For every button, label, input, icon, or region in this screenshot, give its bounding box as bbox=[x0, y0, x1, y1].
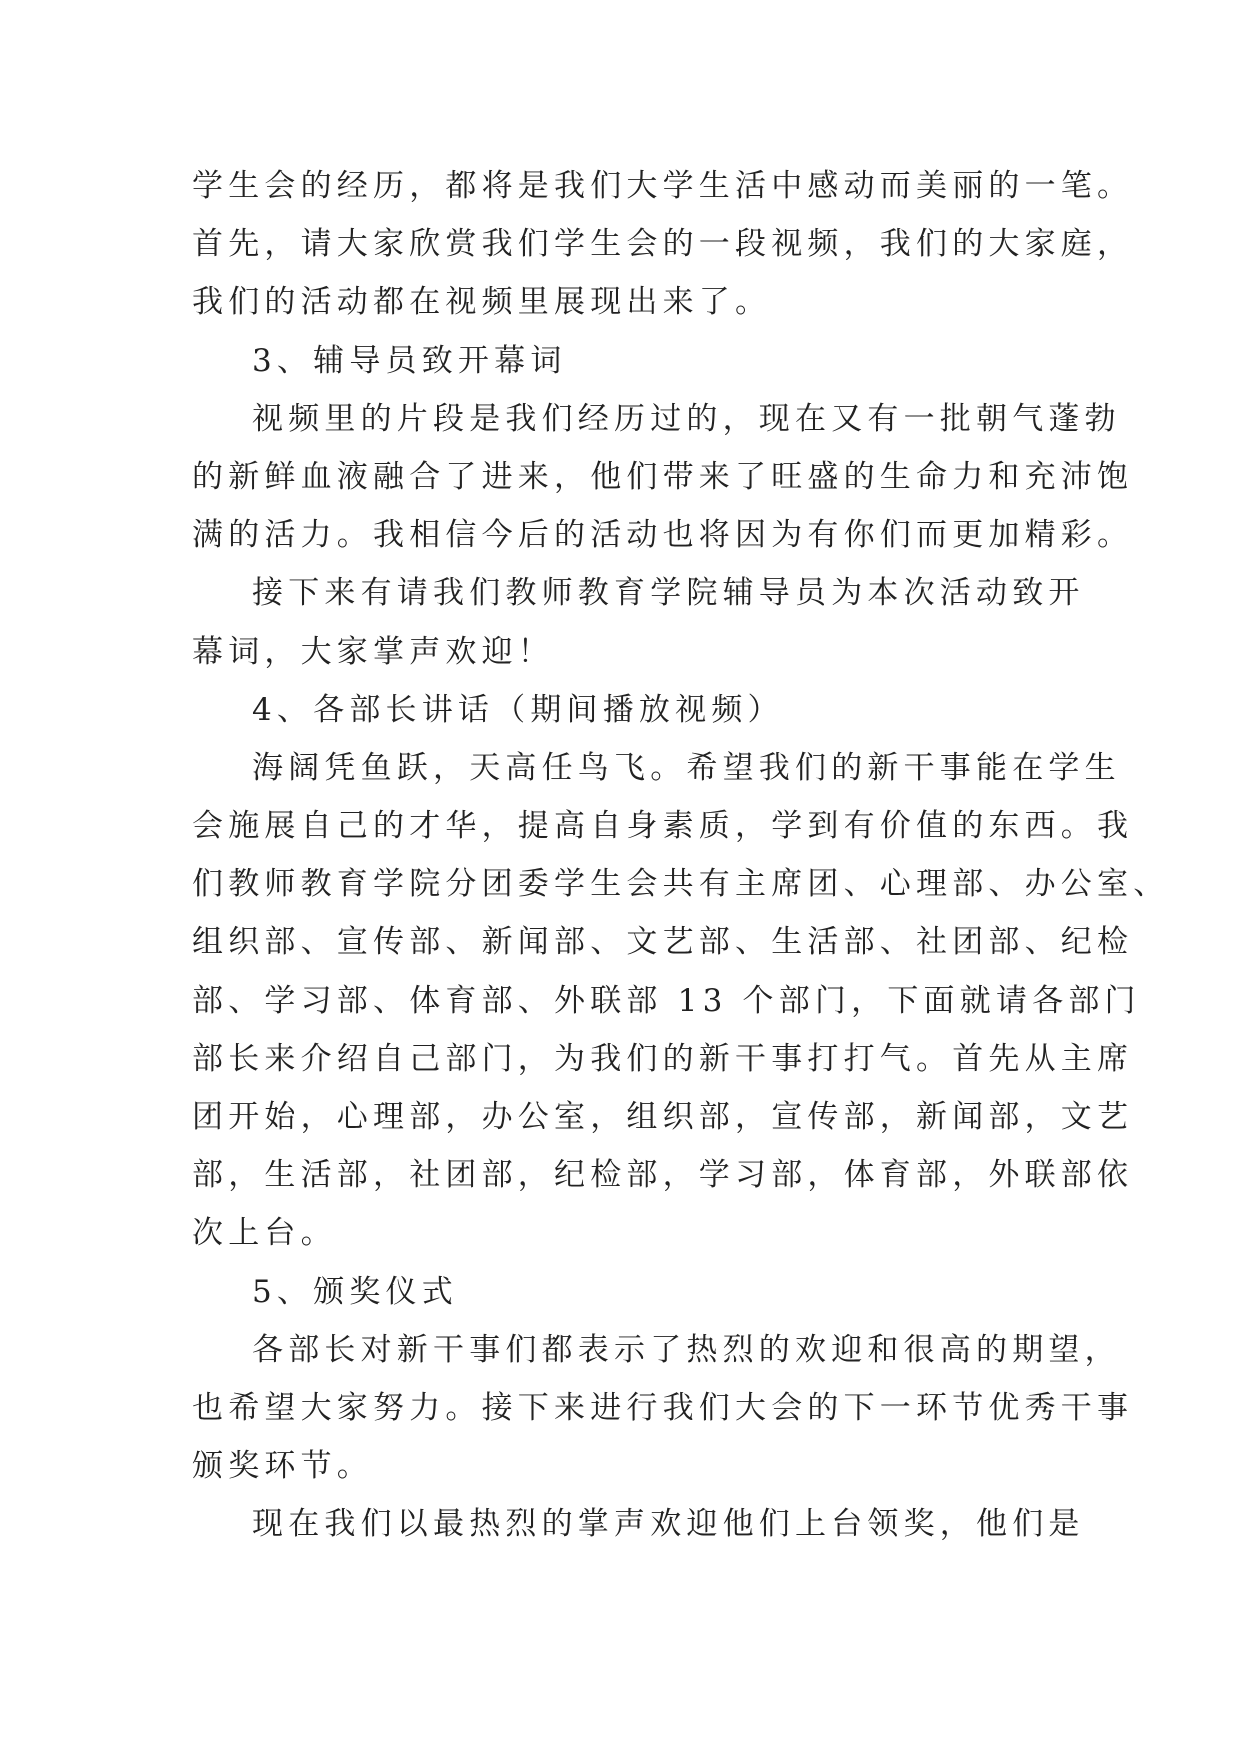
text-line: 部长来介绍自己部门，为我们的新干事打打气。首先从主席 bbox=[192, 1040, 1134, 1077]
text-line: 部，生活部，社团部，纪检部，学习部，体育部，外联部依 bbox=[192, 1157, 1134, 1194]
text-line: 首先，请大家欣赏我们学生会的一段视频，我们的大家庭， bbox=[192, 226, 1134, 263]
text-line: 部、学习部、体育部、外联部 13 个部门，下面就请各部门 bbox=[192, 982, 1141, 1019]
text-line: 各部长对新干事们都表示了热烈的欢迎和很高的期望， bbox=[252, 1331, 1121, 1368]
text-line: 幕词，大家掌声欢迎！ bbox=[192, 633, 554, 670]
text-line: 们教师教育学院分团委学生会共有主席团、心理部、办公室、 bbox=[192, 866, 1170, 903]
document-page bbox=[192, 157, 1170, 1554]
text-line: 会施展自己的才华，提高自身素质，学到有价值的东西。我 bbox=[192, 808, 1134, 845]
text-line: 我们的活动都在视频里展现出来了。 bbox=[192, 284, 772, 321]
section-heading: 3、辅导员致开幕词 bbox=[252, 342, 567, 379]
text-line: 颁奖环节。 bbox=[192, 1448, 373, 1485]
text-line: 现在我们以最热烈的掌声欢迎他们上台领奖，他们是 bbox=[252, 1506, 1085, 1543]
section-heading: 4、各部长讲话（期间播放视频） bbox=[252, 691, 784, 728]
text-line: 满的活力。我相信今后的活动也将因为有你们而更加精彩。 bbox=[192, 517, 1134, 554]
text-line: 接下来有请我们教师教育学院辅导员为本次活动致开 bbox=[252, 575, 1085, 612]
text-line: 次上台。 bbox=[192, 1215, 337, 1252]
section-heading: 5、颁奖仪式 bbox=[252, 1273, 458, 1310]
text-line: 组织部、宣传部、新闻部、文艺部、生活部、社团部、纪检 bbox=[192, 924, 1134, 961]
text-line: 团开始，心理部，办公室，组织部，宣传部，新闻部，文艺 bbox=[192, 1099, 1134, 1135]
text-line: 视频里的片段是我们经历过的，现在又有一批朝气蓬勃 bbox=[252, 400, 1121, 437]
text-line: 学生会的经历，都将是我们大学生活中感动而美丽的一笔。 bbox=[192, 168, 1134, 204]
text-line: 也希望大家努力。接下来进行我们大会的下一环节优秀干事 bbox=[192, 1389, 1134, 1426]
text-line: 海阔凭鱼跃，天高任鸟飞。希望我们的新干事能在学生 bbox=[252, 749, 1121, 786]
text-line: 的新鲜血液融合了进来，他们带来了旺盛的生命力和充沛饱 bbox=[192, 458, 1134, 495]
